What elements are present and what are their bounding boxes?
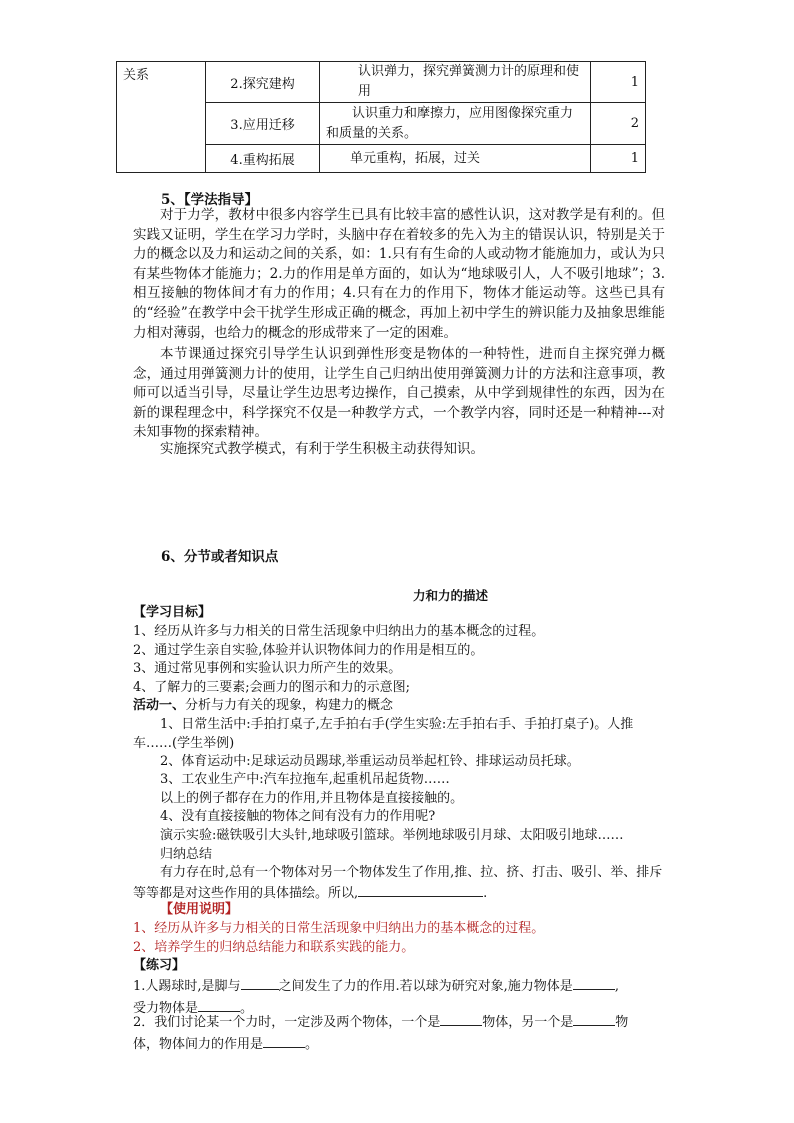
table-cell-content: 单元重构，拓展，过关 <box>320 145 591 173</box>
summary-text: 有力存在时,总有一个物体对另一个物体发生了作用,推、拉、挤、打击、吸引、举、排斥等等都是对这些作用的具体描绘。所以, <box>133 865 663 901</box>
question-text: 。 <box>305 1037 319 1052</box>
table-cell-stage: 4.重构拓展 <box>206 145 320 173</box>
activity-line: 4、没有直接接触的物体之间有没有力的作用呢? <box>160 809 436 824</box>
usage-heading: 【使用说明】 <box>160 902 239 917</box>
section5-paragraph-2: 本节课通过探究引导学生认识到弹性形变是物体的一种特性，进而自主探究弹力概念，通过用弹簧测力计的使用，让学生自己归纳出使用弹簧测力计的方法和注意事项，教师可以适当引导，尽量让学生边思考边操作，自己摸索，从中学到规律性的东西，因为在新的课程理念中，科学探究不仅是一种教学方式，一个教学内容，同时还是一种精神---对未知事物的探索精神。 <box>133 346 665 441</box>
table-cell-content: 认识重力和摩擦力，应用图像探究重力和质量的关系。 <box>320 103 591 145</box>
table-row <box>117 62 646 103</box>
question-2-cont <box>133 1034 673 1056</box>
answer-blank[interactable] <box>198 998 240 1012</box>
activity-line: 以上的例子都存在力的作用,并且物体是直接接触的。 <box>160 791 464 806</box>
goal-item: 3、通过常见事例和实验认识力所产生的效果。 <box>133 661 402 676</box>
table-cell-relation: 关系 <box>117 62 206 173</box>
activity-line: 1、日常生活中:手拍打桌子,左手拍右手(学生实验:左手拍右手、手拍打桌子)。人推车……(学生举例) <box>133 717 634 751</box>
goal-item: 4、了解力的三要素;会画力的图示和力的示意图; <box>133 680 411 695</box>
question-2 <box>133 1012 673 1034</box>
question-text: 物 <box>615 1015 629 1030</box>
table-cell-hours: 1 <box>591 145 646 173</box>
table-cell-hours: 1 <box>591 62 646 103</box>
activity-line: 2、体育运动中:足球运动员踢球,举重运动员举起杠铃、排球运动员托球。 <box>160 754 580 769</box>
table-cell-hours: 2 <box>591 103 646 145</box>
question-text: 2．我们讨论某一个力时，一定涉及两个物体，一个是 <box>133 1015 441 1030</box>
activity-line: 归纳总结 <box>160 847 213 862</box>
table-cell-stage: 3.应用迁移 <box>206 103 320 145</box>
usage-item: 1、经历从许多与力相关的日常生活现象中归纳出力的基本概念的过程。 <box>133 921 545 936</box>
question-text: 。 <box>240 1001 254 1016</box>
lesson-plan-table <box>116 61 646 173</box>
question-text: 之间发生了力的作用.若以球为研究对象,施力物体是 <box>278 979 573 994</box>
table-cell-stage: 2.探究建构 <box>206 62 320 103</box>
question-text: 受力物体是 <box>133 1001 199 1016</box>
answer-blank[interactable] <box>573 1012 615 1026</box>
question-text: , <box>614 979 619 994</box>
section6-heading: 6、分节或者知识点 <box>161 549 279 565</box>
activity-title: 分析与力有关的现象，构建力的概念 <box>185 698 394 713</box>
goal-item: 1、经历从许多与力相关的日常生活现象中归纳出力的基本概念的过程。 <box>133 624 545 639</box>
answer-blank[interactable] <box>573 976 615 990</box>
answer-blank[interactable] <box>440 1012 482 1026</box>
section5-paragraph-1: 对于力学，教材中很多内容学生已具有比较丰富的感性认识，这对教学是有利的。但实践又证明，学生在学习力学时，头脑中存在着较多的先入为主的错误认识，特别是关于力的概念以及力和运动之间的关系，如：1.只有有生命的人或动物才能施加力，或认为只有某些物体才能施力；2.力的作用是单方面的，如认为“地球吸引人，人不吸引地球”；3.相互接触的物体间才有力的作用；4.只有在力的作用下，物体才能运动等。这些已具有的“经验”在教学中会干扰学生形成正确的概念，再加上初中学生的辨识能力及抽象思维能力相对薄弱，也给力的概念的形成带来了一定的困难。 <box>133 207 665 341</box>
goals-heading: 【学习目标】 <box>133 605 212 620</box>
activity-one <box>133 697 673 716</box>
lesson-title: 力和力的描述 <box>413 588 489 603</box>
table-cell-content: 认识弹力，探究弹簧测力计的原理和使用 <box>320 62 591 103</box>
answer-blank[interactable] <box>241 976 279 990</box>
answer-blank[interactable] <box>263 1034 305 1048</box>
summary-line: 有力存在时,总有一个物体对另一个物体发生了作用,推、拉、挤、打击、吸引、举、排斥等等都是对这些作用的具体描绘。所以, . <box>133 865 663 901</box>
activity-line: 演示实验:磁铁吸引大头针,地球吸引篮球。举例地球吸引月球、太阳吸引地球…… <box>160 828 624 843</box>
question-text: 1.人踢球时,是脚与 <box>133 979 241 994</box>
answer-blank[interactable] <box>358 883 483 897</box>
question-text: 物体，另一个是 <box>482 1015 574 1030</box>
goal-item: 2、通过学生亲自实验,体验并认识物体间力的作用是相互的。 <box>133 643 484 658</box>
section5-heading: 5、【学法指导】 <box>161 192 259 208</box>
question-text: 体，物体间力的作用是 <box>133 1037 264 1052</box>
activity-line: 3、工农业生产中:汽车拉拖车,起重机吊起货物…… <box>160 772 450 787</box>
section5-paragraph-3: 实施探究式教学模式，有利于学生积极主动获得知识。 <box>160 441 484 457</box>
activity-heading: 活动一、 <box>133 698 186 713</box>
practice-heading: 【练习】 <box>133 958 186 973</box>
question-1 <box>133 976 673 998</box>
usage-item: 2、培养学生的归纳总结能力和联系实践的能力。 <box>133 940 415 955</box>
